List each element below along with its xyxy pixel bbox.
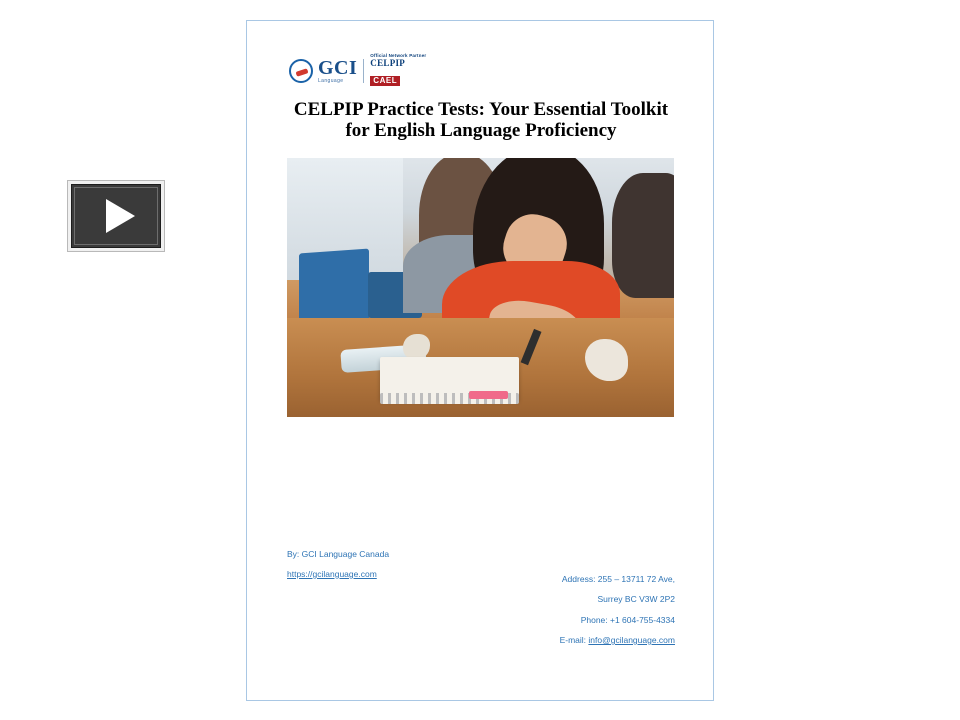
address-line-1: Address: 255 – 13711 72 Ave,: [561, 573, 675, 584]
page-title: CELPIP Practice Tests: Your Essential Toolkit for English Language Proficiency: [293, 99, 669, 141]
partner-cael: CAEL: [370, 76, 400, 86]
logo-divider: [363, 59, 364, 83]
email-link[interactable]: info@gcilanguage.com: [588, 634, 675, 645]
logo-brand: GCI: [318, 57, 358, 79]
address-line-2: Surrey BC V3W 2P2: [597, 594, 675, 605]
website-link[interactable]: https://gcilanguage.com: [287, 568, 377, 579]
logo: [289, 52, 675, 86]
byline: By: GCI Language Canada: [287, 548, 390, 559]
gci-globe-icon: [289, 58, 315, 84]
partner-celpip: CELPIP: [370, 58, 406, 69]
hero-image: [287, 158, 674, 417]
play-icon[interactable]: [106, 199, 135, 233]
document-content: [287, 52, 675, 650]
logo-partner-block: [370, 53, 426, 90]
contact-block: [560, 569, 675, 651]
footer-info: [287, 569, 675, 651]
logo-brand-sub: Language: [318, 78, 344, 84]
video-play-control[interactable]: [67, 180, 165, 252]
email-label: E-mail:: [559, 634, 587, 645]
phone-line: Phone: +1 604-755-4334: [580, 614, 675, 625]
logo-wordmark: [318, 58, 357, 84]
email-line: [560, 630, 675, 650]
document-page: [246, 20, 714, 701]
partner-label: Official Network Partner: [370, 52, 427, 58]
video-thumbnail[interactable]: [71, 184, 161, 248]
